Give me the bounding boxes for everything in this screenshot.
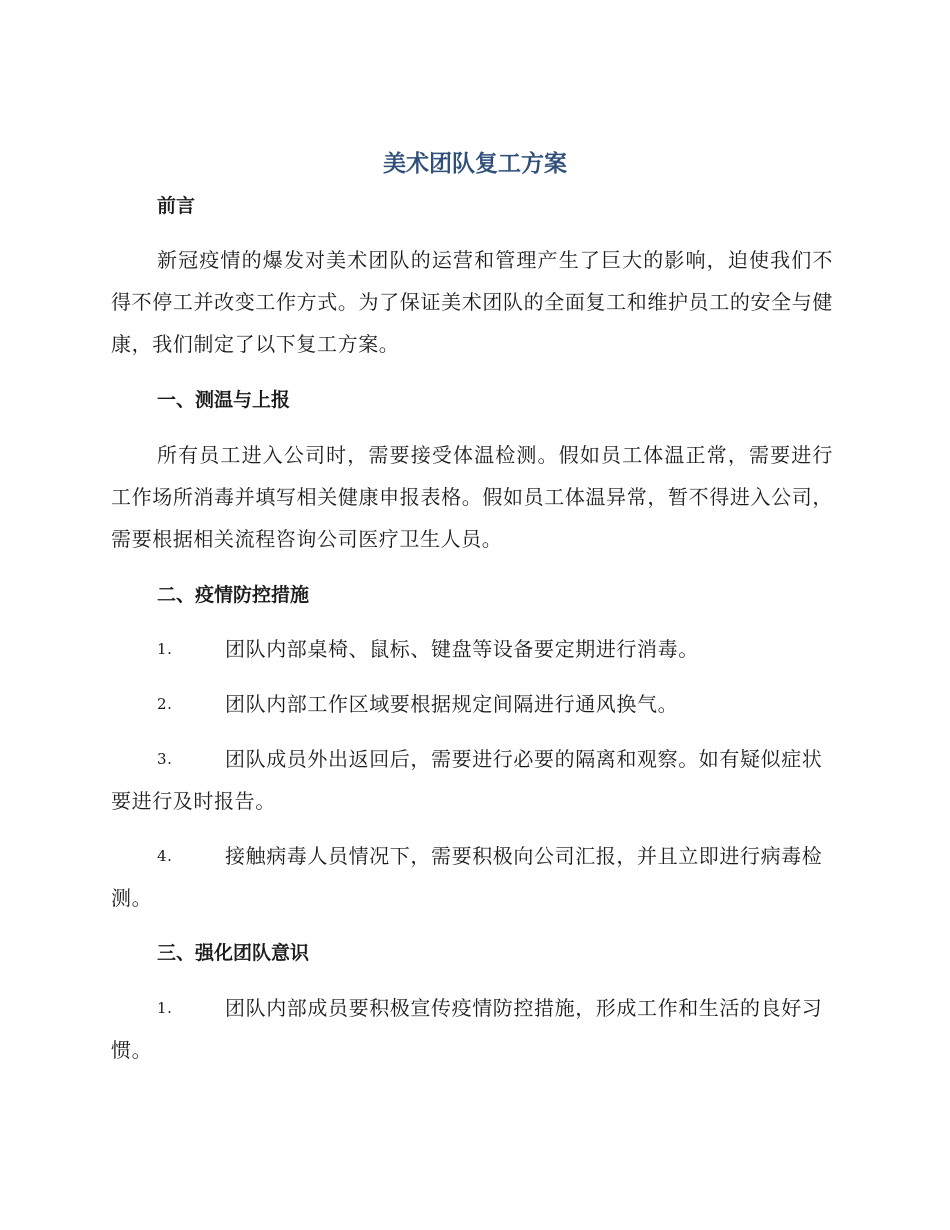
list-item-text: 团队内部工作区域要根据规定间隔进行通风换气。 (225, 692, 679, 716)
list-item-number: 4. (157, 847, 173, 865)
list-item (111, 738, 833, 822)
section-heading-temperature: 一、测温与上报 (157, 389, 291, 411)
list-item (111, 835, 833, 919)
list-item-text: 团队成员外出返回后，需要进行必要的隔离和观察。如有疑似症状要进行及时报告。 (111, 747, 823, 813)
temperature-paragraph: 所有员工进入公司时，需要接受体温检测。假如员工体温正常，需要进行工作场所消毒并填写相关健康申报表格。假如员工体温异常，暂不得进入公司，需要根据相关流程咨询公司医疗卫生人员。 (111, 443, 833, 551)
list-item (111, 628, 833, 670)
section-heading-preface: 前言 (157, 195, 196, 217)
list-item-number: 1. (157, 999, 173, 1017)
document-title: 美术团队复工方案 (383, 151, 567, 177)
list-item-text: 接触病毒人员情况下，需要积极向公司汇报，并且立即进行病毒检测。 (111, 844, 823, 910)
list-item (111, 683, 833, 725)
list-item-number: 3. (157, 750, 173, 768)
preface-paragraph: 新冠疫情的爆发对美术团队的运营和管理产生了巨大的影响，迫使我们不得不停工并改变工作方式。为了保证美术团队的全面复工和维护员工的安全与健康，我们制定了以下复工方案。 (111, 248, 833, 356)
section-heading-prevention: 二、疫情防控措施 (157, 584, 310, 606)
list-item-number: 1. (157, 640, 173, 658)
list-item-text: 团队内部成员要积极宣传疫情防控措施，形成工作和生活的良好习惯。 (111, 996, 823, 1062)
list-item-number: 2. (157, 695, 173, 713)
section-heading-team: 三、强化团队意识 (157, 942, 310, 964)
list-item-text: 团队内部桌椅、鼠标、键盘等设备要定期进行消毒。 (225, 637, 699, 661)
list-item (111, 987, 833, 1071)
